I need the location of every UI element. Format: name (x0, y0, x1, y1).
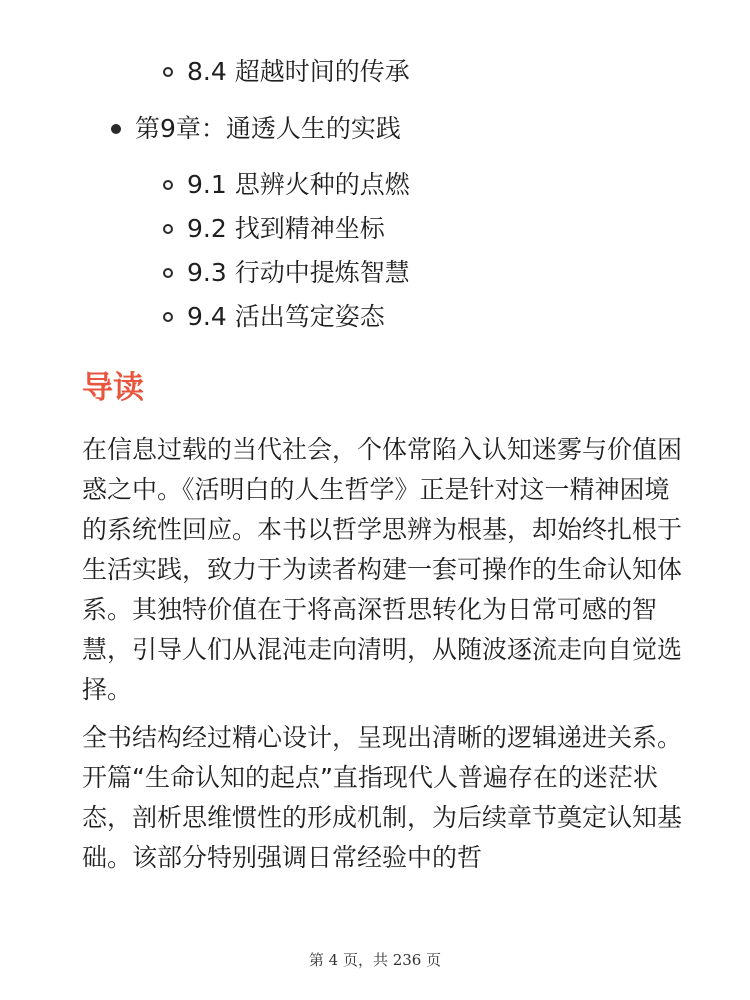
toc-item-8-4: 8.4 超越时间的传承 (187, 57, 410, 86)
hollow-bullet-icon (163, 224, 173, 234)
toc-item-9-1: 9.1 思辨火种的点燃 (187, 170, 410, 199)
hollow-bullet-icon (163, 312, 173, 322)
toc-item-9-2: 9.2 找到精神坐标 (187, 214, 385, 243)
hollow-bullet-icon (163, 180, 173, 190)
intro-paragraph-2: 全书结构经过精心设计，呈现出清晰的逻辑递进关系。开篇“生命认知的起点”直指现代人普遍存在的迷茫状态，剖析思维惯性的形成机制，为后续章节奠定认知基础。该部分特别强调日常经验中的哲 (82, 723, 683, 872)
intro-paragraph-1: 在信息过载的当代社会，个体常陷入认知迷雾与价值困惑之中。《活明白的人生哲学》正是针对这一精神困境的系统性回应。本书以哲学思辨为根基，却始终扎根于生活实践，致力于为读者构建一套可操作的生命认知体系。其独特价值在于将高深哲思转化为日常可感的智慧，引导人们从混沌走向清明，从随波逐流走向自觉选择。 (82, 435, 683, 704)
solid-bullet-icon (111, 124, 121, 134)
toc-chapter-9: 第9章：通透人生的实践 (135, 114, 401, 143)
toc-item-9-3: 9.3 行动中提炼智慧 (187, 258, 410, 287)
page-number: 第 4 页，共 236 页 (308, 951, 442, 969)
section-heading: 导读 (82, 370, 144, 406)
hollow-bullet-icon (163, 268, 173, 278)
hollow-bullet-icon (163, 67, 173, 77)
toc-item-9-4: 9.4 活出笃定姿态 (187, 302, 385, 331)
